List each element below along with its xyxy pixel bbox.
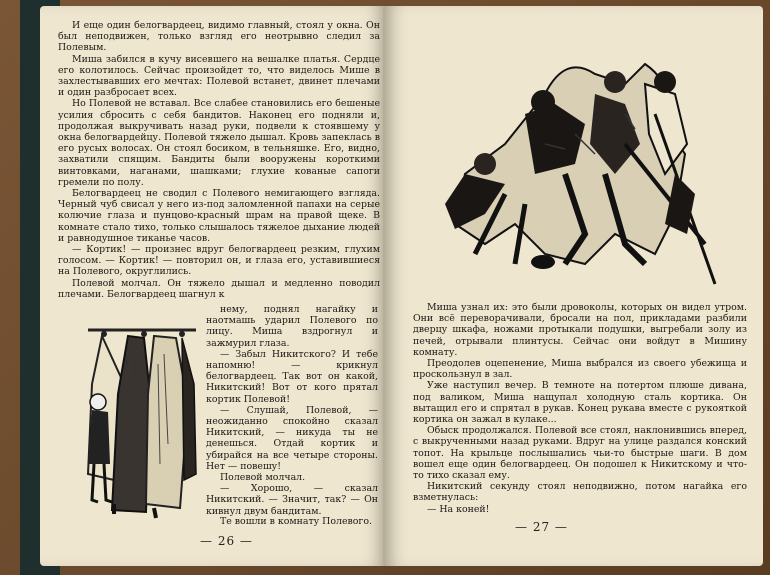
- paragraph: нему, поднял нагайку и наотмашь ударил Полевого по лицу. Миша вздрогнул и зажмурил глаза.: [206, 304, 378, 349]
- paragraph: — Слушай, Полевой, — неожиданно спокойно сказал Никитский, — никуда ты не денешься. Отдай кортик и убирайся на все четыре стороны. Нет — повешу!: [206, 404, 378, 472]
- paragraph: — Забыл Никитского? И тебе напомню! — крикнул белогвардеец. Так вот он какой, Никитский! Вот от кого прятал кортик Полевой!: [206, 348, 378, 405]
- paragraph: Миша узнал их: это были дровоколы, которых он видел утром. Они всё переворачивали, бросали на пол, прикладами разбили дверцу шкафа, ножами протыкали подушки, выгребали золу из печей, отрывали плинтусы. Сейчас они войдут в Мишину комнату.: [413, 302, 747, 358]
- illustration-fight-scene: [425, 54, 725, 292]
- paragraph: Уже наступил вечер. В темноте на потертом плюше дивана, под валиком, Миша нащупал холодную сталь кортика. Он вытащил его и спрятал в рукав. Конец рукава вместе с рукояткой кортика он зажал в кулаке...: [413, 380, 747, 426]
- paragraph: Но Полевой не вставал. Все слабее становились его бешеные усилия сбросить с себя бандитов. Наконец его подняли и, продолжая выкручивать назад руки, подвели к стоявшему у окна белогвардейцу. Полевой тяжело дышал. Кровь запеклась в его русых волосах. Он стоял босиком, в тельняшке. Его, видно, захватили спящим. Бандиты были вооружены короткими винтовками, наганами, шашками; глухие кованые сапоги гремели по полу.: [58, 98, 380, 188]
- paragraph: И еще один белогвардеец, видимо главный, стоял у окна. Он был неподвижен, только взгляд его неотрывно следил за Полевым.: [58, 20, 380, 54]
- paragraph: Никитский секунду стоял неподвижно, потом нагайка его взметнулась:: [413, 481, 747, 504]
- left-top-text: [58, 20, 380, 300]
- illustration-boy-hiding-in-coats: [84, 324, 200, 520]
- paragraph: Миша забился в кучу висевшего на вешалке платья. Сердце его колотилось. Сейчас произойдет то, что виделось Мише в захлестывавших его мечтах: Полевой встанет, двинет плечами и один разбросает всех.: [58, 53, 380, 99]
- left-side-text: [206, 304, 378, 517]
- right-text: [413, 302, 747, 515]
- page-number: — 27 —: [515, 520, 568, 534]
- right-page: [385, 6, 763, 566]
- page-number: — 26 —: [200, 534, 253, 548]
- paragraph: Полевой молчал.: [220, 472, 306, 484]
- left-page: [40, 6, 385, 566]
- paragraph: Белогвардеец не сводил с Полевого немигающего взгляда. Черный чуб свисал у него из-под заломленной папахи на серые колючие глаза и пунцово-красный шрам на правой щеке. В комнате стало тихо, только слышалось тяжелое дыхание людей и равнодушное тиканье часов.: [58, 188, 380, 244]
- paragraph: Обыск продолжался. Полевой все стоял, наклонившись вперед, с выкрученными назад руками. Вдруг на улице раздался конский топот. На крыльце послышались чьи-то быстрые шаги. В дом вошел еще один белогвардеец. Он подошел к Никитскому и что-то тихо сказал ему.: [413, 425, 747, 482]
- paragraph: — Хорошо, — сказал Никитский. — Значит, так? — Он кивнул двум бандитам.: [206, 483, 378, 517]
- paragraph: Те вошли в комнату Полевого.: [220, 516, 372, 527]
- paragraph: Полевой молчал. Он тяжело дышал и медленно поводил плечами. Белогвардеец шагнул к: [58, 277, 380, 300]
- paragraph: — Кортик! — произнес вдруг белогвардеец резким, глухим голосом. — Кортик! — повторил он, и глаза его, уставившиеся на Полевого, округлились.: [58, 244, 380, 278]
- paragraph: — На коней!: [427, 503, 490, 515]
- left-last-line: [206, 516, 378, 527]
- paragraph: Преодолев оцепенение, Миша выбрался из своего убежища и проскользнул в зал.: [413, 358, 747, 381]
